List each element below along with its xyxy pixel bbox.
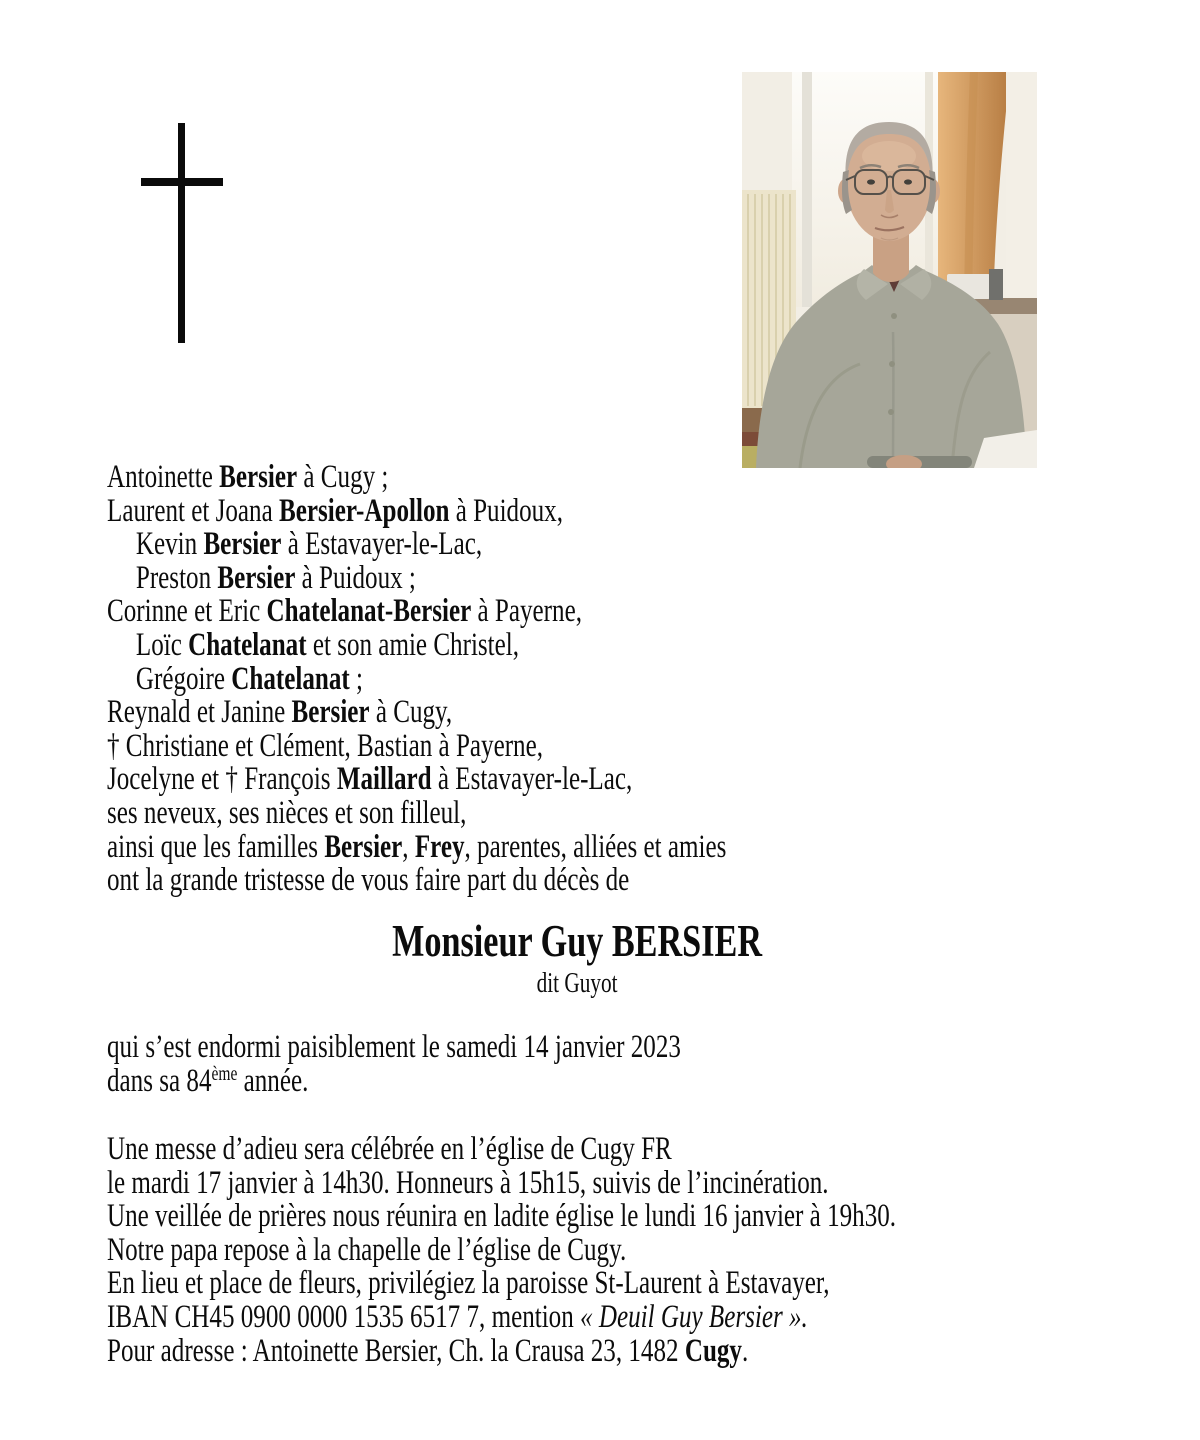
text-line: qui s’est endormi paisiblement le samedi 14 janvier 2023 — [107, 1029, 681, 1065]
memorial-cross — [141, 123, 223, 343]
portrait-photo — [742, 72, 1037, 468]
text-line: Corinne et Eric Chatelanat-Bersier à Payerne, — [107, 593, 582, 630]
deceased-title-block — [107, 916, 1047, 1002]
text-line: ont la grande tristesse de vous faire part du décès de — [107, 862, 630, 899]
portrait-photo-svg — [742, 72, 1037, 468]
text-line: ainsi que les familles Bersier, Frey, parentes, alliées et amies — [107, 828, 727, 865]
text-line: Une messe d’adieu sera célébrée en l’église de Cugy FR — [107, 1131, 672, 1167]
text-line: IBAN CH45 0900 0000 1535 6517 7, mention « Deuil Guy Bersier ». — [107, 1298, 808, 1335]
text-line: Laurent et Joana Bersier-Apollon à Puidoux, — [107, 492, 563, 529]
memorial-cross-vertical-bar — [178, 123, 185, 343]
service-details — [107, 1133, 1049, 1368]
text-line: Jocelyne et † François Maillard à Estavayer-le-Lac, — [107, 761, 633, 798]
text-line: le mardi 17 janvier à 14h30. Honneurs à 15h15, suivis de l’incinération. — [107, 1164, 829, 1201]
text-line: Grégoire Chatelanat ; — [135, 660, 363, 697]
text-line: Antoinette Bersier à Cugy ; — [107, 459, 389, 495]
text-line: ses neveux, ses nièces et son filleul, — [107, 794, 467, 831]
death-announcement — [107, 1031, 1049, 1098]
text-line: Loïc Chatelanat et son amie Christel, — [135, 626, 520, 663]
photo-window-frame — [802, 72, 812, 307]
text-line: Notre papa repose à la chapelle de l’église de Cugy. — [107, 1231, 627, 1268]
text-line: Une veillée de prières nous réunira en ladite église le lundi 16 janvier à 19h30. — [107, 1198, 897, 1235]
deceased-nickname: dit Guyot — [536, 968, 618, 999]
text-line: Preston Bersier à Puidoux ; — [135, 559, 416, 596]
deceased-name: Monsieur Guy BERSIER — [392, 916, 763, 966]
text-line: Pour adresse : Antoinette Bersier, Ch. la Crausa 23, 1482 Cugy. — [107, 1332, 749, 1369]
text-line: † Christiane et Clément, Bastian à Payerne, — [107, 727, 544, 764]
text-line: dans sa 84ème année. — [107, 1062, 309, 1099]
family-list — [107, 461, 1049, 898]
text-line: En lieu et place de fleurs, privilégiez la paroisse St-Laurent à Estavayer, — [107, 1265, 830, 1302]
memorial-cross-horizontal-bar — [141, 178, 223, 186]
text-line: Reynald et Janine Bersier à Cugy, — [107, 694, 453, 731]
text-line: Kevin Bersier à Estavayer-le-Lac, — [135, 526, 483, 563]
